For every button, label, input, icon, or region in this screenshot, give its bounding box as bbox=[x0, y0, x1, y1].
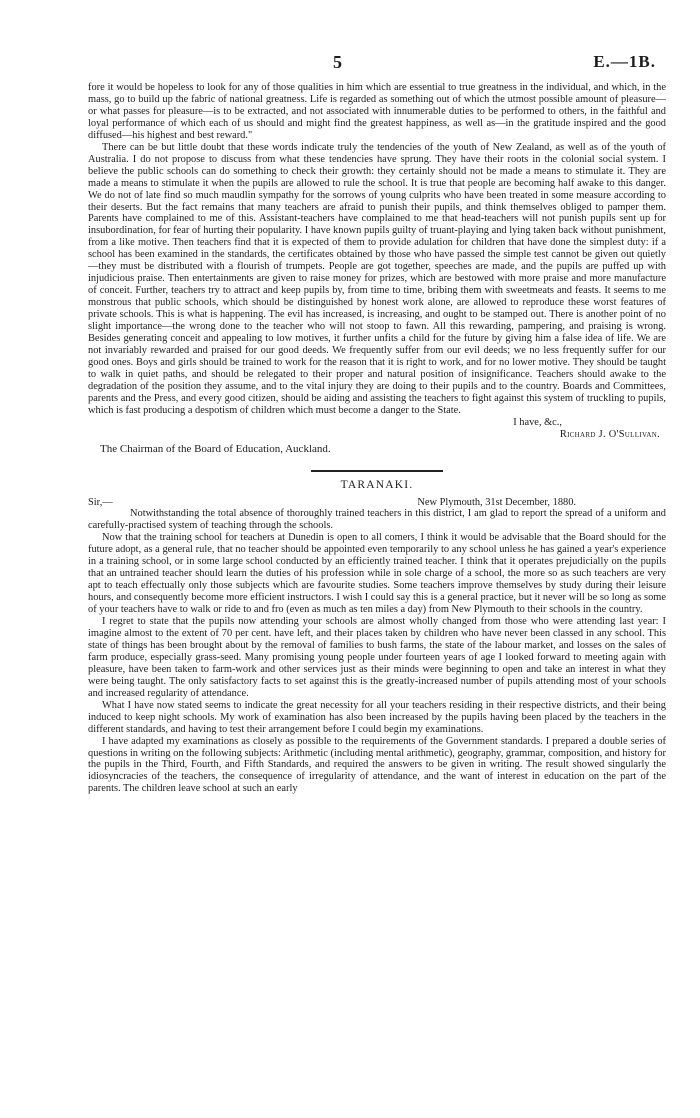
section-heading: TARANAKI. bbox=[340, 478, 414, 491]
paragraph: fore it would be hopeless to look for any of those qualities in him which are essential to true greatness in the individual, and which, in the mass, go to build up the fabric of national greatness. Life is regarded as something out of which the utmost possible amount of pleasure—or what passes for pleasure—is to be extracted, and not associated with innumerable duties to be performed to others, in the faithful and loyal performance of which each of us should and might find the greatest happiness, as well as—in the gratitude inspired and the good diffused—his highest and best reward." bbox=[88, 82, 666, 141]
paragraph: I regret to state that the pupils now attending your schools are almost wholly changed from those who were attending last year: I imagine almost to the extent of 70 per cent. have left, and their places taken by children who have never been classed in any school. This state of things has been brought about by the removal of families to bush farms, the state of the labour market, and losses on the sales of farm produce, especially grass-seed. Many promising young people under fourteen years of age I looked forward to meeting again with pleasure, have been taken to farm-work and other services just as their minds were beginning to open and take an interest in what they were being taught. The only satisfactory facts to set against this is the greatly-increased number of pupils attending most of your schools and increased regularity of attendance. bbox=[88, 616, 666, 699]
page-number: 5 bbox=[333, 52, 342, 72]
page-body bbox=[88, 82, 666, 795]
salutation-line bbox=[88, 497, 666, 509]
signature: Richard J. O'Sullivan. bbox=[559, 428, 660, 440]
date-line: New Plymouth, 31st December, 1880. bbox=[417, 496, 576, 508]
salutation: Sir,— bbox=[88, 496, 113, 508]
paragraph: I have adapted my examinations as closely as possible to the requirements of the Government standards. I prepared a double series of questions in writing on the following subjects: Arithmetic (including mental arithmetic), geography, grammar, composition, and history for the pupils in the Third, Fourth, and Fifth Standards, and required the answers to be given in writing. The result showed singularly the idiosyncracies of the teachers, the consequence of irregularity of attendance, and the want of interest in education on the part of the parents. The children leave school at such an early bbox=[88, 735, 666, 795]
document-code: E.—1B. bbox=[593, 52, 656, 71]
paragraph: Notwithstanding the total absence of thoroughly trained teachers in this district, I am glad to report the spread of a uniform and carefully-practised system of teaching through the schools. bbox=[88, 508, 666, 532]
paragraph: There can be but little doubt that these words indicate truly the tendencies of the youth of New Zealand, as well as of the youth of Australia. I do not propose to discuss from what these tendencies have sprung. They have their roots in the colonial social system. I believe the public schools can do something to check their growth: they certainly should not be made a means to stimulate it. They are made a means to stimulate it when the pupils are allowed to rule the school. It is true that people are becoming half awake to this danger. We do not of late find so much maudlin sympathy for the sorrows of young culprits who have been treated in some measure according to their deserts. But the fact remains that many teachers are afraid to punish their pupils, and think themselves obliged to pamper them. Parents have complained to me of this. Assistant-teachers have complained to me that head-teachers will not punish pupils sent up for insubordination, for fear of hurting their popularity. I have known pupils guilty of truant-playing and lying taken back without punishment, from a like motive. Then teachers find that it is expected of them to provide adulation for children that have done the simplest duty: if a school has been examined in the standards, the certificates obtained by those who have passed the simple test cannot be given out quietly—they must be distributed with a flourish of trumpets. People are got together, speeches are made, and the pupils are puffed up with injudicious praise. Then entertainments are given to raise money for prizes, which are bestowed with more praise and more manufacture of conceit. Further, teachers try to attract and keep pupils by, from time to time, bribing them with sweetmeats and feasts. It seems to me monstrous that public schools, which should be distinguished by honest work alone, are allowed to reproduce these worst features of private schools. This is what is happening. The evil has increased, is increasing, and ought to be stamped out. There is another point of no slight importance—the wrong done to the teacher who will not stoop to fawn. All this rewarding, pampering, and praising is wrong. Besides generating conceit and appealing to low motives, it further unfits a child for the future by giving him a false idea of life. We are not invariably rewarded and praised for our good deeds. We frequently suffer from our evil deeds; we no less frequently suffer for our good ones. Boys and girls should be trained to work for the reason that it is right to work, and for no lower motive. They should be taught to walk in quiet paths, and should be relegated to their proper and natural position of insignificance. Teachers should awake to the degradation of the position they assume, and to the vital injury they are doing to their pupils and to the country. Boards and Committees, parents and the Press, and every good citizen, should be aiding and assisting the teachers to fight against this system of truckling to pupils, which is fast producing a despotism of children which must become a danger to the State. bbox=[88, 141, 666, 416]
paragraph: Now that the training school for teachers at Dunedin is open to all comers, I think it would be advisable that the Board should for the future adopt, as a general rule, that no teacher should be appointed even temporarily to any school unless he has gained a year's experience in a training school, or in some large school conducted by an efficiently trained teacher. I think that it operates prejudicially on the pupils that an untrained teacher should learn the duties of his profession while in sole charge of a school, the more so as such teachers are very apt to teach effectually only those subjects which are favourite studies. Some teachers improve themselves by study during their leisure hours, and consequently become more efficient instructors. I wish I could say this is a general practice, but it never will be so long as some of your teachers have to walk or ride to and fro (even as much as ten miles a day) from New Plymouth to their schools in the country. bbox=[88, 532, 666, 616]
paragraph: What I have now stated seems to indicate the great necessity for all your teachers residing in their respective districts, and their being induced to keep night schools. My work of examination has also been increased by the pupils having been placed by the teachers in the different standards, and having to test their arrangement before I could begin my examinations. bbox=[88, 699, 666, 735]
section-divider bbox=[311, 470, 443, 472]
addressee: The Chairman of the Board of Education, Auckland. bbox=[100, 442, 331, 455]
letter-closing: I have, &c., bbox=[513, 416, 562, 428]
